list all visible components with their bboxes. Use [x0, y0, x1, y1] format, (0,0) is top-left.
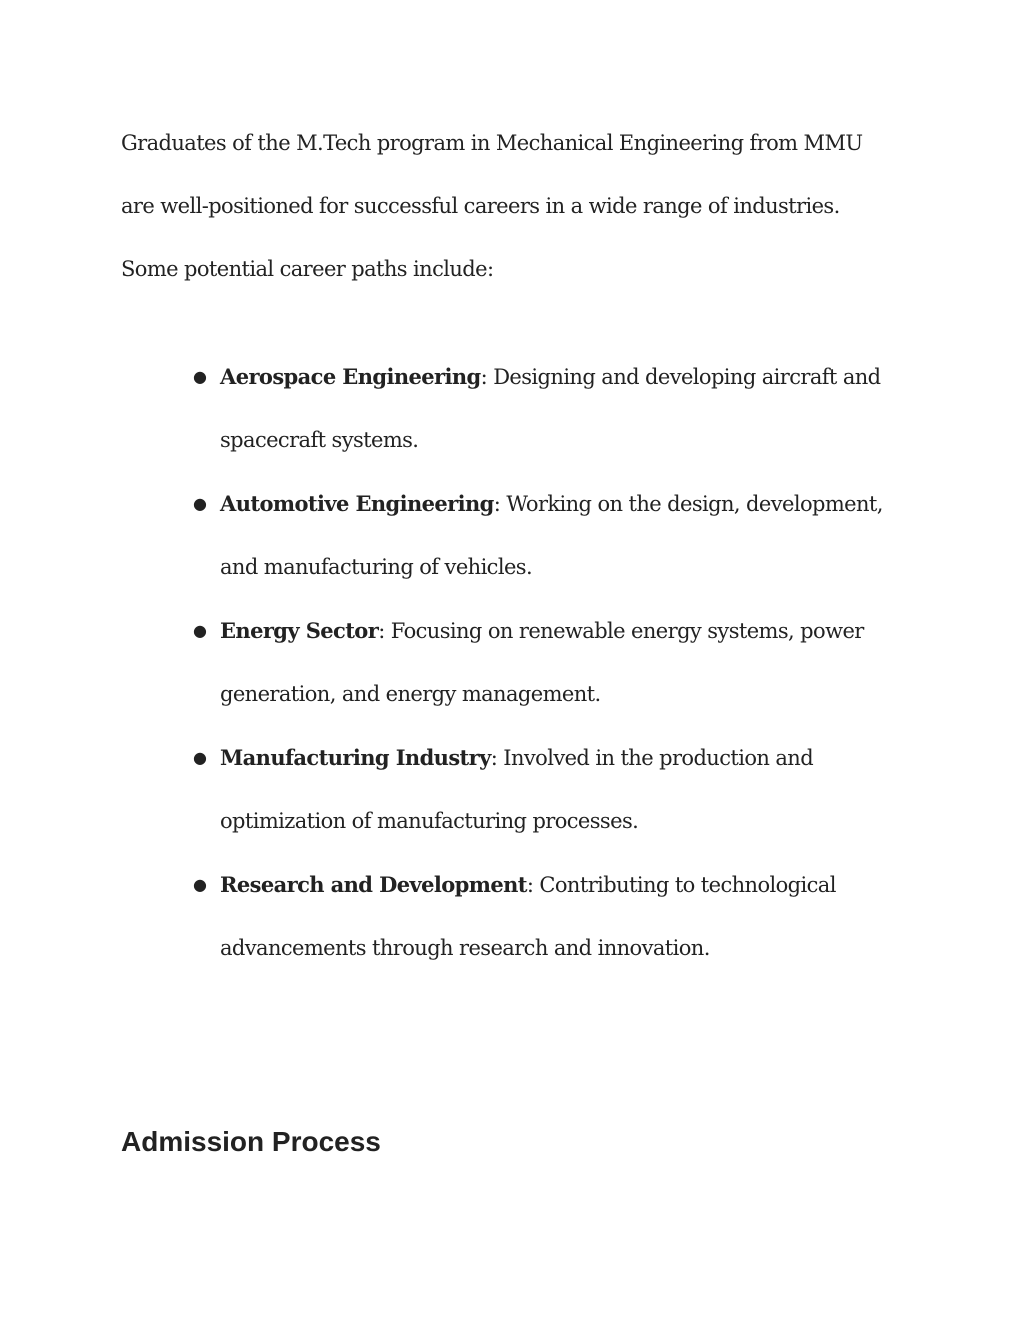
career-description: Contributing to technological advancements through research and innovation.: [220, 873, 836, 960]
career-term: Research and Development: [220, 872, 527, 897]
list-item: [121, 599, 911, 726]
list-item: [121, 472, 911, 599]
list-item: [121, 726, 911, 853]
bullet-icon: ●: [193, 494, 207, 513]
career-term: Aerospace Engineering: [220, 364, 481, 389]
bullet-icon: ●: [193, 621, 207, 640]
career-description: Focusing on renewable energy systems, power generation, and energy management.: [220, 619, 864, 706]
bullet-icon: ●: [193, 875, 207, 894]
bullet-icon: ●: [193, 748, 207, 767]
term-separator: :: [490, 746, 504, 770]
career-term: Energy Sector: [220, 618, 379, 643]
term-separator: :: [493, 492, 507, 516]
list-item: [121, 345, 911, 472]
term-separator: :: [378, 619, 391, 643]
career-description: Working on the design, development, and manufacturing of vehicles.: [220, 492, 883, 579]
career-description: Designing and developing aircraft and spacecraft systems.: [220, 365, 881, 452]
section-heading: Admission Process: [121, 1126, 381, 1157]
career-term: Automotive Engineering: [220, 491, 494, 516]
term-separator: :: [526, 873, 540, 897]
list-item: [121, 853, 911, 980]
career-term: Manufacturing Industry: [220, 745, 491, 770]
career-description: Involved in the production and optimization of manufacturing processes.: [220, 746, 814, 833]
term-separator: :: [480, 365, 494, 389]
career-paths-list: [121, 345, 911, 980]
bullet-icon: ●: [193, 367, 207, 386]
intro-paragraph: Graduates of the M.Tech program in Mechanical Engineering from MMU are well-positioned for successful careers in a wide range of industries. Some potential career paths include:: [121, 131, 863, 281]
